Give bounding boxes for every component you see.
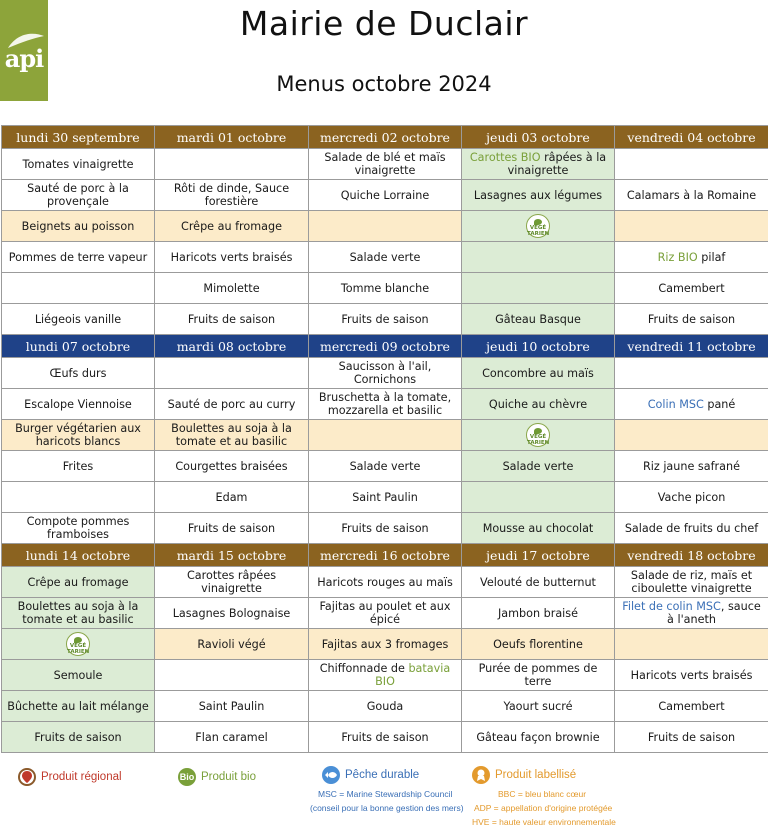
- menu-row: [2, 273, 768, 304]
- dish-text: Mousse au chocolat: [482, 521, 594, 535]
- menu-cell: [462, 629, 615, 660]
- dish-text: Lasagnes aux légumes: [473, 188, 603, 202]
- menu-cell: [2, 304, 155, 335]
- badge-line1: VÉGÉ: [529, 434, 547, 440]
- legend-labelled-note3: HVE = haute valeur environnementale: [472, 817, 616, 827]
- menu-cell: [309, 598, 462, 629]
- menu-cell: [2, 629, 155, 660]
- dish-text: Lasagnes Bolognaise: [172, 606, 291, 620]
- menu-cell: [309, 451, 462, 482]
- dish-text: Haricots rouges au maïs: [317, 575, 453, 589]
- dish-text: Salade verte: [349, 459, 421, 473]
- menu-row: [2, 513, 768, 544]
- menu-cell: [615, 242, 768, 273]
- dish-text: Fruits de saison: [647, 312, 736, 326]
- dish-text: Courgettes braisées: [175, 459, 288, 473]
- menu-cell: [2, 722, 155, 753]
- menu-cell: [2, 242, 155, 273]
- menu-cell: [615, 358, 768, 389]
- vegetarian-badge-text: [527, 435, 549, 446]
- dish-text: Bruschetta à la tomate, mozzarella et basilic: [318, 391, 452, 417]
- menu-cell: [462, 420, 615, 451]
- day-header: vendredi 11 octobre: [615, 335, 768, 358]
- dish-text: Flan caramel: [195, 730, 268, 744]
- dish-text: Yaourt sucré: [503, 699, 573, 713]
- day-header: mercredi 16 octobre: [309, 544, 462, 567]
- dish-text: Fruits de saison: [341, 312, 429, 326]
- menu-cell: [309, 722, 462, 753]
- dish-text: Fruits de saison: [187, 312, 276, 326]
- dish-text: Rôti de dinde, Sauce forestière: [173, 182, 290, 208]
- dish-text: Riz jaune safrané: [643, 459, 740, 473]
- menu-cell: [462, 513, 615, 544]
- day-header: mardi 15 octobre: [155, 544, 309, 567]
- day-header: vendredi 04 octobre: [615, 126, 768, 149]
- menu-cell: [309, 180, 462, 211]
- menu-cell: [615, 629, 768, 660]
- menu-cell: [155, 513, 309, 544]
- day-header: jeudi 03 octobre: [462, 126, 615, 149]
- menu-cell: [462, 598, 615, 629]
- fish-icon: [322, 766, 340, 784]
- menu-cell: [462, 211, 615, 242]
- bio-label: Riz BIO: [657, 250, 698, 264]
- dish-text: Camembert: [658, 281, 725, 295]
- day-header: lundi 30 septembre: [2, 126, 155, 149]
- menu-cell: [309, 149, 462, 180]
- legend-msc-label: Pêche durable: [345, 769, 420, 781]
- dish-text: Sauté de porc au curry: [167, 397, 296, 411]
- dish-text: Mimolette: [203, 281, 260, 295]
- dish-text: râpées à la vinaigrette: [507, 151, 607, 177]
- dish-text: Ravioli végé: [197, 637, 266, 651]
- menu-cell: [2, 420, 155, 451]
- dish-text: Burger végétarien aux haricots blancs: [15, 422, 141, 448]
- day-header: jeudi 17 octobre: [462, 544, 615, 567]
- legend-regional-label: Produit régional: [41, 771, 122, 783]
- menu-cell: [615, 273, 768, 304]
- dish-text: Gâteau façon brownie: [476, 730, 600, 744]
- vegetarian-badge-text: [527, 226, 549, 237]
- legend-bio: [178, 768, 256, 786]
- menu-cell: [155, 629, 309, 660]
- day-header: mardi 08 octobre: [155, 335, 309, 358]
- menu-cell: [309, 629, 462, 660]
- menu-cell: [615, 180, 768, 211]
- day-header: lundi 07 octobre: [2, 335, 155, 358]
- menu-cell: [155, 567, 309, 598]
- dish-text: Fruits de saison: [647, 730, 736, 744]
- menu-cell: [462, 242, 615, 273]
- menu-cell: [2, 180, 155, 211]
- dish-text: , sauce à l'aneth: [667, 600, 761, 626]
- menu-row: [2, 451, 768, 482]
- legend-msc-note2: (conseil pour la bonne gestion des mers): [310, 803, 464, 813]
- menu-cell: [2, 598, 155, 629]
- menu-cell: [309, 358, 462, 389]
- dish-text: Escalope Viennoise: [24, 397, 132, 411]
- menu-cell: [615, 420, 768, 451]
- dish-text: Purée de pommes de terre: [478, 662, 598, 688]
- menu-cell: [615, 149, 768, 180]
- menu-row: [2, 629, 768, 660]
- menu-row: [2, 691, 768, 722]
- menu-row: [2, 304, 768, 335]
- legend-labelled-note2: ADP = appellation d'origine protégée: [474, 803, 613, 813]
- msc-label: Filet de colin MSC: [622, 600, 721, 613]
- menu-row: [2, 420, 768, 451]
- vegetarian-badge-text: [67, 644, 89, 655]
- week-header-row: [2, 544, 768, 567]
- dish-text: Vache picon: [657, 490, 726, 504]
- dish-text: Frites: [62, 459, 94, 473]
- menu-cell: [462, 660, 615, 691]
- menu-cell: [615, 660, 768, 691]
- dish-text: Camembert: [658, 699, 725, 713]
- menu-row: [2, 358, 768, 389]
- day-header: vendredi 18 octobre: [615, 544, 768, 567]
- msc-label: Colin MSC: [647, 397, 704, 411]
- menu-cell: [615, 482, 768, 513]
- badge-line1: VÉGÉ: [529, 225, 547, 231]
- menu-row: [2, 722, 768, 753]
- dish-text: Liégeois vanille: [34, 312, 122, 326]
- menu-cell: [2, 567, 155, 598]
- dish-text: Gâteau Basque: [495, 312, 581, 326]
- menu-cell: [155, 420, 309, 451]
- dish-text: Sauté de porc à la provençale: [27, 182, 129, 208]
- menu-cell: [309, 513, 462, 544]
- dish-text: Œufs durs: [49, 366, 107, 380]
- menu-row: [2, 660, 768, 691]
- menu-cell: [155, 598, 309, 629]
- vegetarian-badge-icon: [526, 214, 550, 238]
- menu-cell: [309, 304, 462, 335]
- menu-row: [2, 482, 768, 513]
- menu-row: [2, 242, 768, 273]
- day-header: jeudi 10 octobre: [462, 335, 615, 358]
- dish-text: Calamars à la Romaine: [626, 188, 757, 202]
- day-header: mercredi 02 octobre: [309, 126, 462, 149]
- menu-cell: [155, 180, 309, 211]
- legend-labelled: [472, 766, 576, 784]
- menu-cell: [155, 451, 309, 482]
- menu-cell: [155, 304, 309, 335]
- menu-cell: [2, 211, 155, 242]
- dish-text: Pommes de terre vapeur: [8, 250, 148, 264]
- dish-text: Edam: [215, 490, 248, 504]
- menu-cell: [155, 482, 309, 513]
- page-subtitle: Menus octobre 2024: [276, 72, 492, 96]
- award-icon: [472, 766, 490, 784]
- menu-cell: [2, 691, 155, 722]
- dish-text: Salade de riz, maïs et ciboulette vinaigrette: [630, 569, 753, 595]
- menu-row: [2, 567, 768, 598]
- day-header: mardi 01 octobre: [155, 126, 309, 149]
- menu-cell: [155, 149, 309, 180]
- dish-text: Saint Paulin: [352, 490, 418, 504]
- badge-line2: TARIEN: [67, 648, 90, 655]
- dish-text: Saucisson à l'ail, Cornichons: [338, 360, 432, 386]
- menu-cell: [309, 389, 462, 420]
- menu-cell: [615, 598, 768, 629]
- badge-line2: TARIEN: [527, 230, 550, 237]
- menu-cell: [615, 451, 768, 482]
- menu-cell: [2, 482, 155, 513]
- menu-cell: [462, 567, 615, 598]
- dish-text: Crêpe au fromage: [181, 219, 282, 233]
- dish-text: Jambon braisé: [497, 606, 579, 620]
- menu-cell: [309, 660, 462, 691]
- menu-row: [2, 149, 768, 180]
- menu-cell: [309, 567, 462, 598]
- menu-cell: [615, 389, 768, 420]
- badge-line1: VÉGÉ: [69, 643, 87, 649]
- menu-cell: [155, 691, 309, 722]
- legend-labelled-label: Produit labellisé: [495, 769, 577, 781]
- dish-text: pané: [703, 397, 736, 411]
- dish-text: Boulettes au soja à la tomate et au basilic: [17, 600, 139, 626]
- dish-text: pilaf: [697, 250, 726, 264]
- dish-text: Haricots verts braisés: [170, 250, 293, 264]
- menu-cell: [615, 691, 768, 722]
- menu-cell: [2, 358, 155, 389]
- menu-cell: [615, 722, 768, 753]
- menu-cell: [462, 149, 615, 180]
- dish-text: Salade verte: [502, 459, 574, 473]
- dish-text: Fajitas aux 3 fromages: [321, 637, 449, 651]
- menu-cell: [462, 304, 615, 335]
- menu-cell: [309, 242, 462, 273]
- menu-cell: [2, 451, 155, 482]
- menu-cell: [309, 482, 462, 513]
- bio-label: Carottes BIO: [469, 151, 541, 164]
- menu-cell: [462, 273, 615, 304]
- menu-cell: [462, 451, 615, 482]
- dish-text: Carottes râpées vinaigrette: [186, 569, 277, 595]
- map-pin-icon: [18, 768, 36, 786]
- menu-cell: [309, 691, 462, 722]
- menu-cell: [462, 482, 615, 513]
- dish-text: Bûchette au lait mélange: [7, 699, 149, 713]
- dish-text: Chiffonnade de: [319, 662, 409, 675]
- menu-table: [1, 125, 768, 753]
- dish-text: Tomme blanche: [340, 281, 430, 295]
- dish-text: Salade de blé et maïs vinaigrette: [324, 151, 446, 177]
- menu-cell: [462, 180, 615, 211]
- bio-label: batavia BIO: [375, 662, 451, 688]
- dish-text: Fruits de saison: [341, 521, 429, 535]
- dish-text: Velouté de butternut: [480, 575, 596, 589]
- dish-text: Tomates vinaigrette: [22, 157, 134, 171]
- dish-text: Salade de fruits du chef: [624, 521, 759, 535]
- menu-row: [2, 598, 768, 629]
- dish-text: Quiche au chèvre: [488, 397, 588, 411]
- menu-cell: [615, 304, 768, 335]
- dish-text: Compote pommes framboises: [26, 515, 130, 541]
- menu-cell: [309, 211, 462, 242]
- menu-cell: [615, 211, 768, 242]
- menu-row: [2, 389, 768, 420]
- week-header-row: [2, 335, 768, 358]
- dish-text: Beignets au poisson: [21, 219, 135, 233]
- menu-cell: [155, 358, 309, 389]
- dish-text: Fajitas au poulet et aux épicé: [319, 600, 451, 626]
- bio-icon: Bio: [178, 768, 196, 786]
- dish-text: Haricots verts braisés: [630, 668, 753, 682]
- menu-row: [2, 211, 768, 242]
- logo-text: api: [4, 44, 44, 73]
- menu-cell: [462, 691, 615, 722]
- menu-cell: [309, 420, 462, 451]
- dish-text: Saint Paulin: [198, 699, 265, 713]
- menu-cell: [2, 273, 155, 304]
- menu-cell: [155, 389, 309, 420]
- vegetarian-badge-icon: [66, 632, 90, 656]
- menu-cell: [2, 513, 155, 544]
- legend-bio-label: Produit bio: [201, 771, 256, 783]
- dish-text: Concombre au maïs: [482, 366, 594, 380]
- menu-cell: [462, 358, 615, 389]
- vegetarian-badge-icon: [526, 423, 550, 447]
- menu-cell: [2, 660, 155, 691]
- menu-cell: [155, 273, 309, 304]
- menu-cell: [462, 389, 615, 420]
- legend: [0, 760, 768, 830]
- legend-msc: [322, 766, 419, 784]
- dish-text: Fruits de saison: [187, 521, 276, 535]
- menu-cell: [155, 660, 309, 691]
- menu-cell: [155, 722, 309, 753]
- menu-cell: [155, 242, 309, 273]
- menu-cell: [155, 211, 309, 242]
- legend-labelled-note1: BBC = bleu blanc cœur: [498, 789, 587, 799]
- menu-row: [2, 180, 768, 211]
- menu-cell: [309, 273, 462, 304]
- dish-text: Boulettes au soja à la tomate et au basilic: [171, 422, 292, 448]
- menu-cell: [2, 149, 155, 180]
- menu-cell: [462, 722, 615, 753]
- menu-cell: [2, 389, 155, 420]
- page-title: Mairie de Duclair: [239, 4, 529, 43]
- dish-text: Fruits de saison: [34, 730, 122, 744]
- dish-text: Oeufs florentine: [493, 637, 583, 651]
- dish-text: Quiche Lorraine: [340, 188, 430, 202]
- day-header: lundi 14 octobre: [2, 544, 155, 567]
- week-header-row: [2, 126, 768, 149]
- legend-msc-note1: MSC = Marine Stewardship Council: [318, 789, 453, 799]
- dish-text: Fruits de saison: [341, 730, 429, 744]
- day-header: mercredi 09 octobre: [309, 335, 462, 358]
- dish-text: Semoule: [53, 668, 103, 682]
- legend-regional: [18, 768, 122, 786]
- dish-text: Crêpe au fromage: [27, 575, 129, 589]
- dish-text: Salade verte: [349, 250, 421, 264]
- dish-text: Gouda: [366, 699, 404, 713]
- menu-cell: [615, 513, 768, 544]
- menu-cell: [615, 567, 768, 598]
- badge-line2: TARIEN: [527, 439, 550, 446]
